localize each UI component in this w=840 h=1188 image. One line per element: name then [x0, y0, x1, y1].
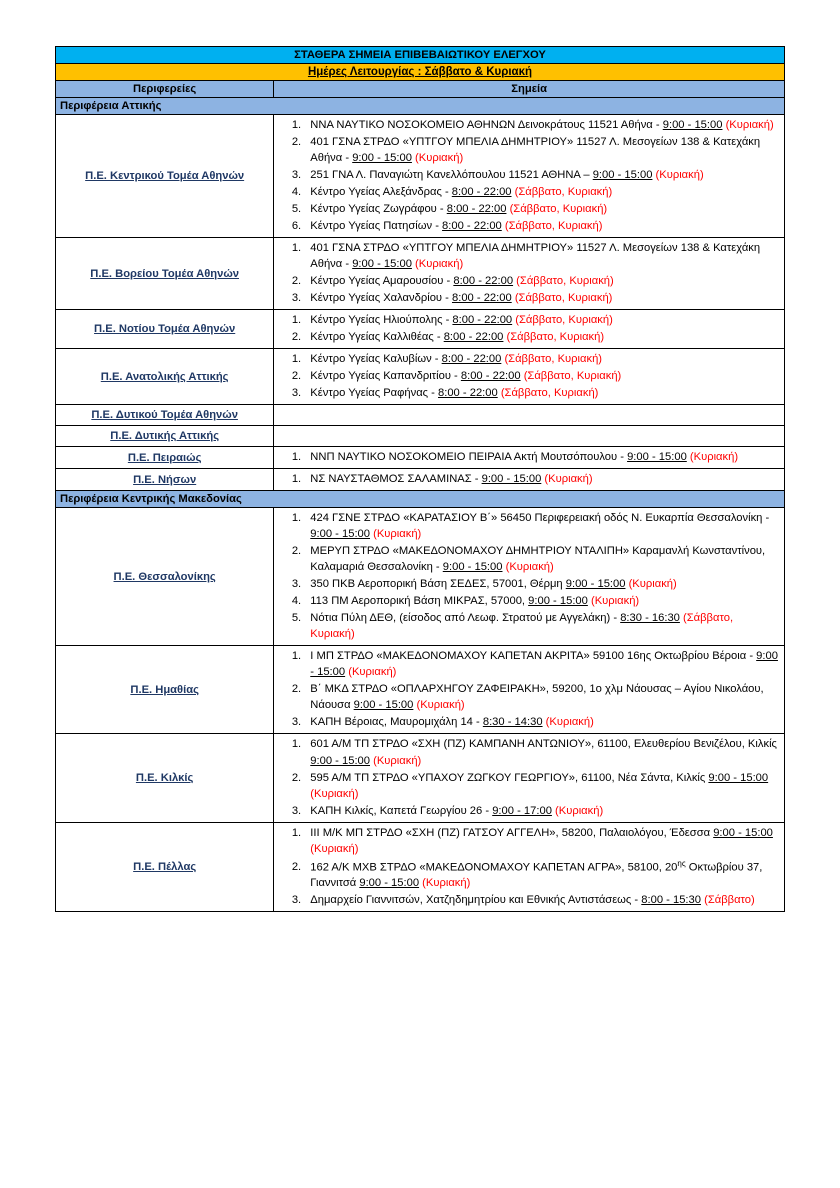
point-hours: 9:00 - 15:00 [627, 451, 687, 464]
unit-row [56, 238, 785, 310]
title-row [56, 47, 785, 64]
point-days: (Σάββατο, Κυριακή) [506, 331, 605, 344]
point-hours: 9:00 - 17:00 [492, 804, 552, 817]
point-item: 2. Κέντρο Υγείας Καλλιθέας - 8:00 - 22:00 (Σάββατο, Κυριακή) [304, 329, 780, 345]
points-list [278, 449, 780, 465]
unit-points-cell [274, 508, 785, 646]
point-hours: 9:00 - 15:00 [528, 595, 588, 608]
point-days: (Σάββατο, Κυριακή) [509, 203, 608, 216]
point-days: (Σάββατο, Κυριακή) [514, 186, 613, 199]
point-days: (Σάββατο, Κυριακή) [515, 314, 613, 327]
operating-days [56, 64, 785, 81]
header-row [56, 81, 785, 98]
point-item: 1. ΝΝΑ ΝΑΥΤΙΚΟ ΝΟΣΟΚΟΜΕΙΟ ΑΘΗΝΩΝ Δεινοκράτους 11521 Αθήνα - 9:00 - 15:00 (Κυριακή) [304, 117, 780, 133]
operating-days-text: Ημέρες Λειτουργίας : Σάββατο & Κυριακή [307, 66, 533, 78]
point-item: 1. ΙΙΙ Μ/Κ ΜΠ ΣΤΡΔΟ «ΣΧΗ (ΠΖ) ΓΑΤΣΟΥ ΑΓΓΕΛΗ», 58200, Παλαιολόγου, Έδεσσα 9:00 - 15:00 (Κυριακή) [304, 825, 780, 857]
unit-name[interactable]: Π.Ε. Θεσσαλονίκης [56, 508, 274, 646]
point-hours: 8:00 - 22:00 [438, 387, 498, 400]
point-hours: 9:00 - 15:00 [708, 771, 769, 784]
point-item: 1. 424 ΓΣΝΕ ΣΤΡΔΟ «ΚΑΡΑΤΑΣΙΟΥ Β΄» 56450 Περιφερειακή οδός Ν. Ευκαρπία Θεσσαλονίκη - 9:00 - 15:00 (Κυριακή) [304, 510, 780, 542]
point-item: 1. ΝΝΠ ΝΑΥΤΙΚΟ ΝΟΣΟΚΟΜΕΙΟ ΠΕΙΡΑΙΑ Ακτή Μουτσόπουλου - 9:00 - 15:00 (Κυριακή) [304, 449, 780, 465]
point-days: (Κυριακή) [348, 666, 397, 679]
point-hours: 9:00 - 15:00 [481, 473, 542, 486]
point-hours: 8:00 - 22:00 [443, 331, 504, 344]
unit-name[interactable]: Π.Ε. Κεντρικού Τομέα Αθηνών [56, 115, 274, 238]
point-hours: 8:00 - 22:00 [452, 314, 513, 327]
point-hours: 9:00 - 15:00 [662, 119, 723, 131]
point-item: 2. Κέντρο Υγείας Αμαρουσίου - 8:00 - 22:00 (Σάββατο, Κυριακή) [304, 273, 780, 289]
points-list [278, 648, 780, 730]
point-item: 3. Δημαρχείο Γιαννιτσών, Χατζηδημητρίου και Εθνικής Αντιστάσεως - 8:00 - 15:30 (Σάββατο) [304, 892, 780, 908]
point-days: (Κυριακή) [689, 451, 739, 464]
unit-row [56, 115, 785, 238]
point-item: 3. 251 ΓΝΑ Λ. Παναγιώτη Κανελλόπουλου 11521 ΑΘΗΝΑ – 9:00 - 15:00 (Κυριακή) [304, 167, 780, 183]
point-item: 2. Β΄ ΜΚΔ ΣΤΡΔΟ «ΟΠΛΑΡΧΗΓΟΥ ΖΑΦΕΙΡΑΚΗ», 59200, 1ο χλμ Νάουσας – Αγίου Νικολάου, Νάουσα 9:00 - 15:00 (Κυριακή) [304, 681, 780, 713]
points-list [278, 825, 780, 909]
point-item: 3. ΚΑΠΗ Κιλκίς, Καπετά Γεωργίου 26 - 9:00 - 17:00 (Κυριακή) [304, 803, 780, 819]
point-hours: 8:00 - 22:00 [451, 186, 512, 199]
region-row [56, 98, 785, 115]
points-list [278, 240, 780, 306]
point-hours: 9:00 - 15:00 [565, 578, 626, 591]
point-days: (Κυριακή) [590, 595, 640, 608]
point-days: (Κυριακή) [422, 877, 471, 890]
unit-row [56, 646, 785, 734]
table-body [56, 47, 785, 912]
point-hours: 8:00 - 22:00 [442, 220, 502, 233]
unit-row [56, 822, 785, 912]
point-hours: 9:00 - 15:00 [352, 258, 412, 271]
unit-name[interactable]: Π.Ε. Δυτικής Αττικής [56, 426, 274, 447]
point-days: (Σάββατο, Κυριακή) [514, 292, 613, 305]
point-item: 1. Κέντρο Υγείας Καλυβίων - 8:00 - 22:00 (Σάββατο, Κυριακή) [304, 351, 780, 367]
region-name: Περιφέρεια Κεντρικής Μακεδονίας [56, 491, 785, 508]
point-hours: 8:30 - 14:30 [482, 716, 543, 729]
point-days: (Σάββατο, Κυριακή) [500, 387, 599, 400]
ordinal-suffix: ης [677, 858, 686, 868]
points-list [278, 351, 780, 401]
point-item: 3. ΚΑΠΗ Βέροιας, Μαυρομιχάλη 14 - 8:30 - 14:30 (Κυριακή) [304, 714, 780, 730]
point-item: 3. Κέντρο Υγείας Ραφήνας - 8:00 - 22:00 (Σάββατο, Κυριακή) [304, 385, 780, 401]
unit-points-cell [274, 238, 785, 310]
point-days: (Κυριακή) [544, 473, 593, 486]
point-hours: 9:00 - 15:00 [310, 528, 370, 541]
point-hours: 9:00 - 15:00 [713, 826, 773, 839]
column-header-points: Σημεία [274, 81, 785, 98]
document-title: ΣΤΑΘΕΡΑ ΣΗΜΕΙΑ ΕΠΙΒΕΒΑΙΩΤΙΚΟΥ ΕΛΕΓΧΟΥ [56, 47, 785, 64]
point-days: (Κυριακή) [373, 528, 422, 541]
point-days: (Κυριακή) [415, 152, 464, 165]
points-list [278, 471, 780, 487]
point-hours: 9:00 - 15:00 [592, 169, 653, 182]
point-item: 5. Κέντρο Υγείας Ζωγράφου - 8:00 - 22:00 (Σάββατο, Κυριακή) [304, 201, 780, 217]
point-days: (Σάββατο, Κυριακή) [516, 275, 614, 288]
unit-points-cell [274, 646, 785, 734]
point-hours: 8:00 - 22:00 [446, 203, 507, 216]
point-item: 1. 601 Α/Μ ΤΠ ΣΤΡΔΟ «ΣΧΗ (ΠΖ) ΚΑΜΠΑΝΗ ΑΝΤΩΝΙΟΥ», 61100, Ελευθερίου Βενιζέλου, Κιλκίς 9:00 - 15:00 (Κυριακή) [304, 736, 780, 768]
unit-points-cell [274, 115, 785, 238]
unit-name[interactable]: Π.Ε. Ημαθίας [56, 646, 274, 734]
unit-points-cell [274, 405, 785, 426]
point-item: 2. Κέντρο Υγείας Καπανδριτίου - 8:00 - 22:00 (Σάββατο, Κυριακή) [304, 368, 780, 384]
point-item: 1. 401 ΓΣΝΑ ΣΤΡΔΟ «ΥΠΤΓΟΥ ΜΠΕΛΙΑ ΔΗΜΗΤΡΙΟΥ» 11527 Λ. Μεσογείων 138 & Κατεχάκη Αθήνα - 9:00 - 15:00 (Κυριακή) [304, 240, 780, 272]
unit-points-cell [274, 734, 785, 822]
point-item: 2. ΜΕΡΥΠ ΣΤΡΔΟ «ΜΑΚΕΔΟΝΟΜΑΧΟΥ ΔΗΜΗΤΡΙΟΥ ΝΤΑΛΙΠΗ» Καραμανλή Κωνσταντίνου, Καλαμαριά Θεσσαλονίκη - 9:00 - 15:00 (Κυριακή) [304, 543, 780, 575]
region-name: Περιφέρεια Αττικής [56, 98, 785, 115]
unit-name[interactable]: Π.Ε. Νήσων [56, 469, 274, 491]
point-item: 4. 113 ΠΜ Αεροπορική Βάση ΜΙΚΡΑΣ, 57000, 9:00 - 15:00 (Κυριακή) [304, 593, 780, 609]
column-header-regions: Περιφερείες [56, 81, 274, 98]
unit-points-cell [274, 349, 785, 405]
confirmatory-testing-sites-table [55, 46, 785, 912]
unit-row [56, 734, 785, 822]
unit-name[interactable]: Π.Ε. Βορείου Τομέα Αθηνών [56, 238, 274, 310]
point-hours: 8:00 - 22:00 [441, 353, 502, 366]
unit-row [56, 310, 785, 349]
point-hours: 8:30 - 16:30 [620, 612, 680, 625]
unit-points-cell [274, 469, 785, 491]
point-hours: 9:00 - 15:00 [353, 699, 414, 712]
unit-row [56, 508, 785, 646]
point-item: 1. Κέντρο Υγείας Ηλιούπολης - 8:00 - 22:00 (Σάββατο, Κυριακή) [304, 312, 780, 328]
point-item: 3. Κέντρο Υγείας Χαλανδρίου - 8:00 - 22:00 (Σάββατο, Κυριακή) [304, 290, 780, 306]
region-row [56, 491, 785, 508]
points-list [278, 117, 780, 234]
point-hours: 8:00 - 22:00 [453, 275, 514, 288]
point-item: 2. 595 Α/Μ ΤΠ ΣΤΡΔΟ «ΥΠΑΧΟΥ ΖΩΓΚΟΥ ΓΕΩΡΓΙΟΥ», 61100, Νέα Σάντα, Κιλκίς 9:00 - 15:00 (Κυριακή) [304, 770, 780, 802]
point-days: (Κυριακή) [310, 787, 359, 800]
point-days: (Σάββατο) [704, 894, 755, 907]
point-days: (Κυριακή) [655, 169, 704, 182]
point-hours: 9:00 - 15:00 [310, 650, 778, 679]
point-days: (Κυριακή) [310, 842, 359, 855]
unit-name[interactable]: Π.Ε. Κιλκίς [56, 734, 274, 822]
unit-name[interactable]: Π.Ε. Ανατολικής Αττικής [56, 349, 274, 405]
point-days: (Σάββατο, Κυριακή) [504, 353, 603, 366]
point-hours: 9:00 - 15:00 [352, 152, 412, 165]
point-item: 1. ΝΣ ΝΑΥΣΤΑΘΜΟΣ ΣΑΛΑΜΙΝΑΣ - 9:00 - 15:00 (Κυριακή) [304, 471, 780, 487]
point-item: 2. 162 Α/Κ ΜΧΒ ΣΤΡΔΟ «ΜΑΚΕΔΟΝΟΜΑΧΟΥ ΚΑΠΕΤΑΝ ΑΓΡΑ», 58100, $20^{\eta\varsigma}$ Οκτωβρίου 37, Γιαννιτσά 9:00 - 15:00 (Κυριακή) [304, 858, 780, 892]
unit-name[interactable]: Π.Ε. Πέλλας [56, 822, 274, 912]
unit-points-cell [274, 447, 785, 469]
points-list [278, 736, 780, 818]
points-list [278, 510, 780, 642]
point-days: (Κυριακή) [373, 754, 422, 767]
point-days: (Κυριακή) [416, 699, 465, 712]
point-item: 3. 350 ΠΚΒ Αεροπορική Βάση ΣΕΔΕΣ, 57001, Θέρμη 9:00 - 15:00 (Κυριακή) [304, 576, 780, 592]
point-hours: 9:00 - 15:00 [310, 754, 370, 767]
unit-name[interactable]: Π.Ε. Νοτίου Τομέα Αθηνών [56, 310, 274, 349]
point-days: (Κυριακή) [628, 578, 677, 591]
points-list [278, 312, 780, 345]
point-hours: 9:00 - 15:00 [359, 877, 420, 890]
point-item: 1. Ι ΜΠ ΣΤΡΔΟ «ΜΑΚΕΔΟΝΟΜΑΧΟΥ ΚΑΠΕΤΑΝ ΑΚΡΙΤΑ» 59100 16ης Οκτωβρίου Βέροια - 9:00 - 15:00 (Κυριακή) [304, 648, 780, 680]
unit-row [56, 426, 785, 447]
unit-row [56, 447, 785, 469]
point-hours: 8:00 - 15:30 [641, 894, 701, 907]
unit-name[interactable]: Π.Ε. Πειραιώς [56, 447, 274, 469]
point-days: (Σάββατο, Κυριακή) [523, 370, 622, 383]
point-days: (Κυριακή) [555, 804, 604, 817]
point-days: (Σάββατο, Κυριακή) [310, 612, 734, 641]
point-hours: 9:00 - 15:00 [442, 561, 503, 574]
unit-points-cell [274, 426, 785, 447]
point-days: (Κυριακή) [505, 561, 554, 574]
point-days: (Σάββατο, Κυριακή) [504, 220, 603, 233]
point-item: 6. Κέντρο Υγείας Πατησίων - 8:00 - 22:00 (Σάββατο, Κυριακή) [304, 218, 780, 234]
point-days: (Κυριακή) [725, 119, 774, 131]
unit-points-cell [274, 822, 785, 912]
point-item: 2. 401 ΓΣΝΑ ΣΤΡΔΟ «ΥΠΤΓΟΥ ΜΠΕΛΙΑ ΔΗΜΗΤΡΙΟΥ» 11527 Λ. Μεσογείων 138 & Κατεχάκη Αθήνα - 9:00 - 15:00 (Κυριακή) [304, 134, 780, 166]
point-hours: 8:00 - 22:00 [451, 292, 512, 305]
unit-row [56, 405, 785, 426]
days-row [56, 64, 785, 81]
point-item: 5. Νότια Πύλη ΔΕΘ, (είσοδος από Λεωφ. Στρατού με Αγγελάκη) - 8:30 - 16:30 (Σάββατο, Κυριακή) [304, 610, 780, 642]
unit-row [56, 469, 785, 491]
point-days: (Κυριακή) [415, 258, 464, 271]
point-hours: 8:00 - 22:00 [460, 370, 521, 383]
unit-name[interactable]: Π.Ε. Δυτικού Τομέα Αθηνών [56, 405, 274, 426]
point-days: (Κυριακή) [545, 716, 594, 729]
unit-points-cell [274, 310, 785, 349]
unit-row [56, 349, 785, 405]
point-item: 4. Κέντρο Υγείας Αλεξάνδρας - 8:00 - 22:00 (Σάββατο, Κυριακή) [304, 184, 780, 200]
